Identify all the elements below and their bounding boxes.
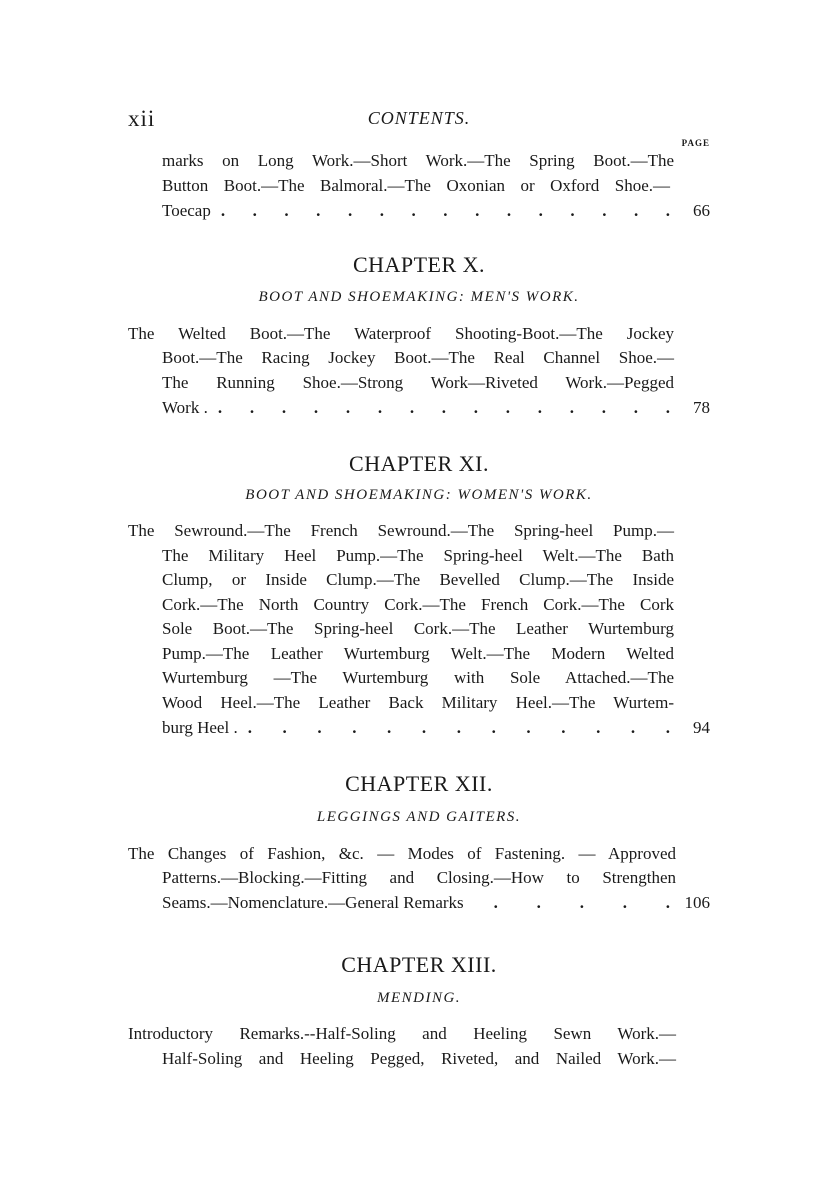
chapter-heading: CHAPTER XII.: [345, 771, 493, 796]
toc-line: Clump, or Inside Clump.—The Bevelled Clump.—The Inside: [162, 570, 674, 589]
toc-line: Half-Soling and Heeling Pegged, Riveted, and Nailed Work.—: [162, 1049, 676, 1068]
chapter-heading: CHAPTER X.: [352, 252, 486, 277]
toc-leader-line: [162, 397, 710, 419]
toc-line: Boot.—The Racing Jockey Boot.—The Real Channel Shoe.—: [162, 348, 674, 367]
toc-line: The Running Shoe.—Strong Work—Riveted Work.—Pegged: [162, 373, 674, 392]
chapter-heading: CHAPTER XIII.: [341, 952, 497, 977]
toc-line: The Welted Boot.—The Waterproof Shooting-Boot.—The Jockey: [128, 324, 674, 343]
toc-line-end: Toecap: [162, 201, 211, 220]
toc-line: The Sewround.—The French Sewround.—The Spring-heel Pump.—: [128, 521, 674, 540]
toc-line: marks on Long Work.—Short Work.—The Spring Boot.—The: [162, 151, 674, 170]
toc-line: The Military Heel Pump.—The Spring-heel Welt.—The Bath: [162, 546, 674, 565]
page-number: 66: [693, 201, 710, 220]
page-number: 106: [684, 893, 710, 912]
toc-line-end: burg Heel .: [162, 718, 238, 737]
toc-line: Patterns.—Blocking.—Fitting and Closing.—How to Strengthen: [162, 868, 676, 887]
toc-line: Pump.—The Leather Wurtemburg Welt.—The Modern Welted: [162, 644, 674, 663]
chapter-subtitle: MENDING.: [376, 990, 462, 1006]
toc-leader-line: [162, 717, 710, 739]
chapter-subtitle: BOOT AND SHOEMAKING: MEN'S WORK.: [258, 289, 580, 305]
folio-number: xii: [128, 106, 156, 131]
toc-line: Introductory Remarks.--Half-Soling and Heeling Sewn Work.—: [128, 1024, 676, 1043]
dot-leader: . . . . . . . . . . . . . . .: [220, 201, 670, 220]
toc-line: Wurtemburg —The Wurtemburg with Sole Attached.—The: [162, 668, 674, 687]
toc-line: The Changes of Fashion, &c. — Modes of Fastening. — Approved: [128, 844, 676, 863]
dot-leader: . . . . . . . . . . . . .: [247, 718, 670, 737]
page-number: 78: [693, 398, 710, 417]
toc-line: Sole Boot.—The Spring-heel Cork.—The Leather Wurtemburg: [162, 619, 674, 638]
chapter-heading: CHAPTER XI.: [349, 451, 489, 476]
toc-line: Wood Heel.—The Leather Back Military Heel.—The Wurtem-: [162, 693, 674, 712]
chapter-subtitle: LEGGINGS AND GAITERS.: [316, 809, 522, 825]
toc-line-end: Seams.—Nomenclature.—General Remarks: [162, 893, 464, 912]
toc-leader-line: [162, 892, 710, 914]
page-number: 94: [693, 718, 710, 737]
page-column-label: PAGE: [681, 138, 710, 148]
toc-leader-line: [162, 200, 710, 222]
toc-line: Cork.—The North Country Cork.—The French Cork.—The Cork: [162, 595, 674, 614]
toc-line-end: Work .: [162, 398, 208, 417]
dot-leader: . . . . . . . . . . . . . . .: [217, 398, 670, 417]
dot-leader: . . . . .: [493, 893, 670, 912]
page-header: [128, 106, 710, 148]
chapter-subtitle: BOOT AND SHOEMAKING: WOMEN'S WORK.: [245, 487, 593, 503]
running-title: CONTENTS.: [367, 108, 471, 128]
toc-line: Button Boot.—The Balmoral.—The Oxonian or Oxford Shoe.—: [162, 176, 670, 195]
